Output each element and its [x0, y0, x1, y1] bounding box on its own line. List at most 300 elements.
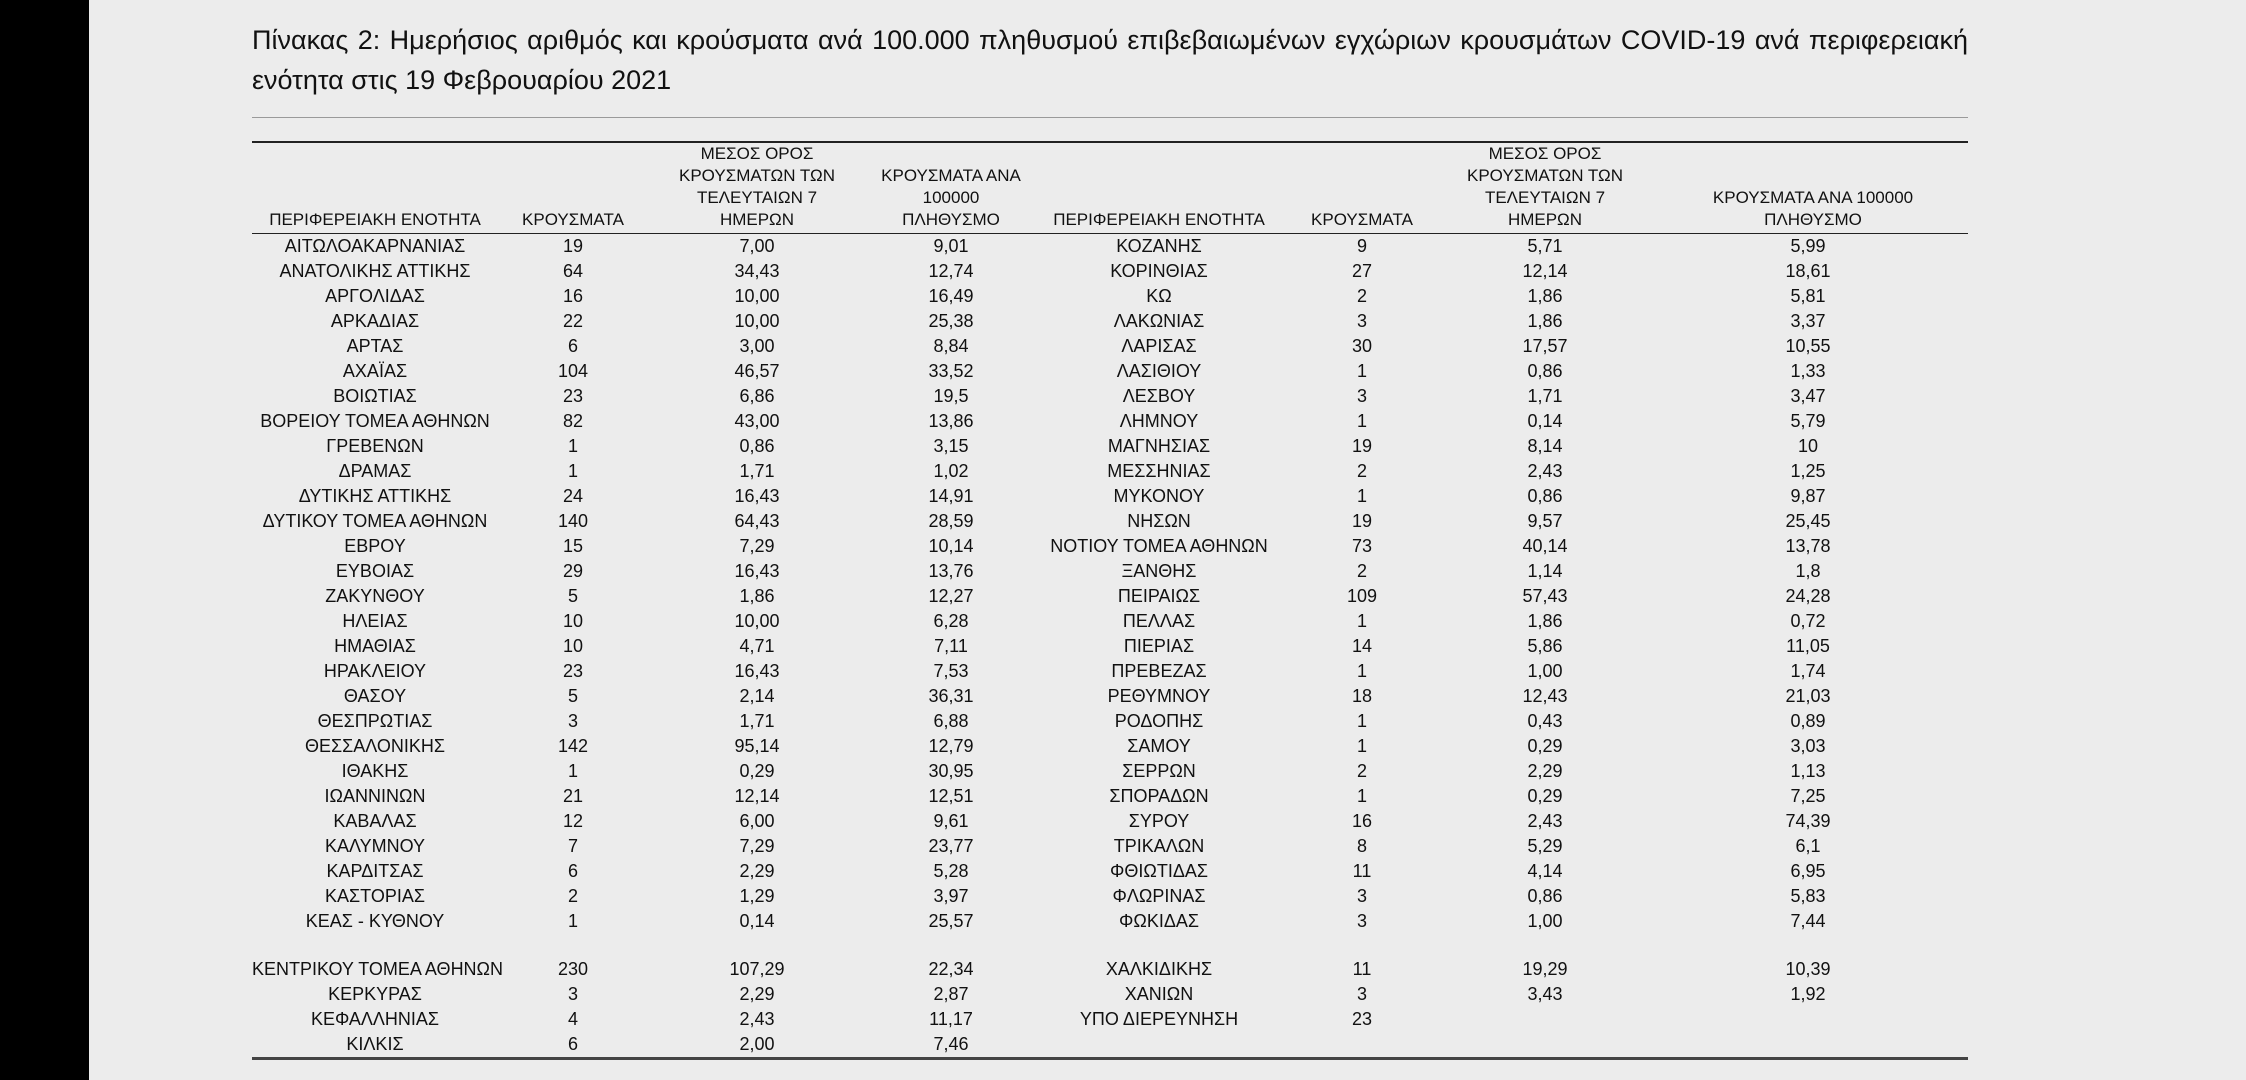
table-cell: 3,97 [933, 886, 969, 906]
column-header-right-1: ΠΕΡΙΦΕΡΕΙΑΚΗ ΕΝΟΤΗΤΑ [1053, 210, 1265, 229]
table-cell: 7 [567, 836, 578, 856]
table-cell: ΚΩ [1146, 286, 1172, 306]
table-cell: 2 [1356, 461, 1367, 481]
table-row [252, 259, 1968, 284]
table-cell: 12,14 [734, 786, 780, 806]
table-cell: 34,43 [734, 261, 780, 281]
table-cell: ΚΑΡΔΙΤΣΑΣ [326, 861, 424, 881]
table-header [252, 143, 1968, 234]
table-cell: ΛΑΡΙΣΑΣ [1121, 336, 1197, 356]
table-cell: 9,57 [1527, 511, 1563, 531]
table-cell [1442, 1007, 1648, 1032]
table-cell: 9,01 [933, 236, 969, 256]
table-row [252, 1032, 1968, 1057]
table-cell [1036, 1032, 1282, 1057]
table-cell: 1,00 [1527, 661, 1563, 681]
table-body [252, 234, 1968, 1058]
table-cell: ΖΑΚΥΝΘΟΥ [325, 586, 425, 606]
table-cell: ΒΟΙΩΤΙΑΣ [333, 386, 417, 406]
table-cell: ΗΡΑΚΛΕΙΟΥ [323, 661, 427, 681]
table-row [252, 684, 1968, 709]
table-cell: ΚΕΦΑΛΛΗΝΙΑΣ [310, 1009, 440, 1029]
table-cell: ΡΟΔΟΠΗΣ [1114, 711, 1204, 731]
table-cell: 3 [1356, 311, 1367, 331]
table-cell: 1,25 [1790, 461, 1826, 481]
table-cell: 1,14 [1527, 561, 1563, 581]
table-cell: 7,53 [933, 661, 969, 681]
table-cell: 8,84 [933, 336, 969, 356]
table-cell: 12 [562, 811, 584, 831]
table-row [252, 859, 1968, 884]
table-cell: 46,57 [734, 361, 780, 381]
table-cell: 33,52 [928, 361, 974, 381]
table-cell: ΑΡΤΑΣ [346, 336, 404, 356]
table-row [252, 384, 1968, 409]
table-row [252, 284, 1968, 309]
spacer-cell [252, 934, 498, 957]
table-cell: 13,86 [928, 411, 974, 431]
table-cell: 0,89 [1790, 711, 1826, 731]
table-row [252, 434, 1968, 459]
table-cell: ΣΑΜΟΥ [1127, 736, 1191, 756]
table-cell: ΕΥΒΟΙΑΣ [335, 561, 415, 581]
table-cell: 0,72 [1790, 611, 1826, 631]
column-header-right-2: ΚΡΟΥΣΜΑΤΑ [1311, 210, 1413, 229]
table-cell: 3,43 [1527, 984, 1563, 1004]
table-cell: 3 [1356, 911, 1367, 931]
table-cell: 18,61 [1785, 261, 1831, 281]
table-cell: ΑΡΓΟΛΙΔΑΣ [325, 286, 425, 306]
table-cell: ΔΡΑΜΑΣ [338, 461, 412, 481]
table-cell: 10,39 [1785, 959, 1831, 979]
table-cell: 2,29 [739, 861, 775, 881]
table-cell: 17,57 [1522, 336, 1568, 356]
table-cell: ΘΕΣΠΡΩΤΙΑΣ [317, 711, 433, 731]
table-cell: 3 [567, 711, 578, 731]
table-cell: ΦΘΙΩΤΙΔΑΣ [1110, 861, 1208, 881]
table-cell: 82 [562, 411, 584, 431]
table-cell: ΠΙΕΡΙΑΣ [1123, 636, 1195, 656]
table-cell: 64 [562, 261, 584, 281]
table-cell: 2,29 [1527, 761, 1563, 781]
table-cell: 95,14 [734, 736, 780, 756]
table-cell: ΛΕΣΒΟΥ [1122, 386, 1196, 406]
table-cell: ΗΛΕΙΑΣ [342, 611, 408, 631]
table-cell: ΜΑΓΝΗΣΙΑΣ [1107, 436, 1211, 456]
table-cell: ΗΜΑΘΙΑΣ [334, 636, 416, 656]
table-cell: 2 [567, 886, 578, 906]
spacer-cell [1036, 934, 1282, 957]
table-cell: 1,71 [1527, 386, 1563, 406]
table-cell: 7,11 [934, 636, 968, 656]
table-cell: ΦΛΩΡΙΝΑΣ [1112, 886, 1206, 906]
table-cell: 9,61 [933, 811, 969, 831]
table-cell: 12,43 [1522, 686, 1568, 706]
table-cell: 16,43 [734, 661, 780, 681]
table-row [252, 359, 1968, 384]
table-cell: 12,51 [928, 786, 974, 806]
table-cell: 3,15 [933, 436, 969, 456]
table-cell: 4,71 [739, 636, 775, 656]
table-cell: 5,86 [1527, 636, 1563, 656]
table-row [252, 884, 1968, 909]
spacer-cell [1648, 934, 1968, 957]
table-cell: 16 [562, 286, 584, 306]
column-header-right-4: ΚΡΟΥΣΜΑΤΑ ΑΝΑ 100000 ΠΛΗΘΥΣΜΟ [1712, 188, 1914, 229]
table-cell: 1 [1356, 786, 1367, 806]
table-row [252, 309, 1968, 334]
table-cell: 109 [1346, 586, 1378, 606]
table-cell: ΛΑΣΙΘΙΟΥ [1116, 361, 1202, 381]
table-cell: 2,43 [1527, 811, 1563, 831]
table-cell: 43,00 [734, 411, 780, 431]
table-cell: 0,43 [1527, 711, 1563, 731]
table-cell: 1,71 [739, 711, 775, 731]
table-cell: 12,14 [1522, 261, 1568, 281]
table-cell: 0,86 [739, 436, 775, 456]
table-cell: ΠΕΛΛΑΣ [1122, 611, 1196, 631]
table-cell: 0,29 [1527, 786, 1563, 806]
table-row [252, 409, 1968, 434]
table-cell: 7,29 [739, 536, 775, 556]
table-cell: 10,00 [734, 286, 780, 306]
table-cell: 1,92 [1790, 984, 1826, 1004]
table-cell: 19 [562, 236, 584, 256]
table-cell: ΧΑΝΙΩΝ [1124, 984, 1194, 1004]
table-cell: ΣΠΟΡΑΔΩΝ [1109, 786, 1209, 806]
table-cell: 11,05 [1786, 636, 1830, 656]
table-cell: ΒΟΡΕΙΟΥ ΤΟΜΕΑ ΑΘΗΝΩΝ [260, 411, 490, 431]
table-cell: 5,71 [1527, 236, 1563, 256]
table-cell: 16 [1351, 811, 1373, 831]
document-content [252, 20, 1968, 1060]
table-cell: 21,03 [1785, 686, 1831, 706]
table-cell: 6 [567, 1034, 578, 1054]
table-cell: 1 [567, 461, 578, 481]
table-cell: 25,45 [1785, 511, 1831, 531]
table-cell: ΡΕΘΥΜΝΟΥ [1107, 686, 1211, 706]
table-cell: 5,83 [1790, 886, 1826, 906]
header-row [252, 143, 1968, 234]
table-cell: 1,13 [1790, 761, 1826, 781]
table-cell: 5 [567, 586, 578, 606]
column-header-left-2: ΚΡΟΥΣΜΑΤΑ [522, 210, 624, 229]
table-cell: 19,5 [933, 386, 969, 406]
table-cell: ΘΕΣΣΑΛΟΝΙΚΗΣ [304, 736, 446, 756]
table-bottom-rule [252, 1057, 1968, 1060]
covid-cases-table [252, 143, 1968, 1057]
table-cell: 23 [1351, 1009, 1373, 1029]
table-cell: 1,74 [1790, 661, 1826, 681]
table-cell: 2 [1356, 286, 1367, 306]
table-cell: 1,71 [739, 461, 775, 481]
table-cell: 6,28 [933, 611, 969, 631]
table-cell: ΣΕΡΡΩΝ [1122, 761, 1196, 781]
table-cell: 2,43 [739, 1009, 775, 1029]
table-cell: ΑΡΚΑΔΙΑΣ [330, 311, 420, 331]
table-row [252, 759, 1968, 784]
table-cell: ΛΗΜΝΟΥ [1119, 411, 1199, 431]
table-row [252, 509, 1968, 534]
table-cell: ΝΟΤΙΟΥ ΤΟΜΕΑ ΑΘΗΝΩΝ [1050, 536, 1268, 556]
table-cell: 0,86 [1527, 361, 1563, 381]
table-cell: 28,59 [928, 511, 974, 531]
table-cell: 5,99 [1790, 236, 1826, 256]
table-cell: 10 [1797, 436, 1819, 456]
table-cell: ΦΩΚΙΔΑΣ [1119, 911, 1199, 931]
table-cell: 23 [562, 661, 584, 681]
table-cell: ΠΕΙΡΑΙΩΣ [1117, 586, 1201, 606]
table-cell: 7,29 [739, 836, 775, 856]
table-cell: 3 [1356, 886, 1367, 906]
table-cell: ΜΥΚΟΝΟΥ [1113, 486, 1205, 506]
spacer-cell [648, 934, 866, 957]
table-cell: 0,29 [1527, 736, 1563, 756]
table-cell: 2 [1356, 761, 1367, 781]
table-cell: 7,46 [933, 1034, 969, 1054]
table-row [252, 809, 1968, 834]
table-cell: ΠΡΕΒΕΖΑΣ [1111, 661, 1207, 681]
table-row [252, 559, 1968, 584]
table-cell: 9 [1356, 236, 1367, 256]
table-cell: 3,37 [1790, 311, 1826, 331]
table-cell: 6 [567, 861, 578, 881]
table-row [252, 459, 1968, 484]
table-cell: 15 [562, 536, 584, 556]
table-cell: ΔΥΤΙΚΟΥ ΤΟΜΕΑ ΑΘΗΝΩΝ [262, 511, 488, 531]
table-cell: 3 [567, 984, 578, 1004]
table-cell: 1,86 [739, 586, 775, 606]
table-row [252, 982, 1968, 1007]
table-cell: 6,88 [933, 711, 969, 731]
table-cell: ΧΑΛΚΙΔΙΚΗΣ [1105, 959, 1213, 979]
table-cell: 14 [1351, 636, 1373, 656]
table-cell: 2 [1356, 561, 1367, 581]
caption-divider [252, 117, 1968, 118]
column-header-right-3: ΜΕΣΟΣ ΟΡΟΣ ΚΡΟΥΣΜΑΤΩΝ ΤΩΝ ΤΕΛΕΥΤΑΙΩΝ 7 ΗΜΕΡΩΝ [1467, 144, 1623, 229]
table-row [252, 609, 1968, 634]
table-row [252, 659, 1968, 684]
table-cell: 2,00 [739, 1034, 775, 1054]
table-cell: 7,44 [1790, 911, 1826, 931]
table-cell: 3,03 [1790, 736, 1826, 756]
table-cell: 1 [567, 436, 578, 456]
table-row [252, 784, 1968, 809]
table-row [252, 334, 1968, 359]
table-cell: 16,43 [734, 561, 780, 581]
table-cell: 10 [562, 636, 584, 656]
table-cell: 3 [1356, 386, 1367, 406]
table-cell: 27 [1351, 261, 1373, 281]
table-cell: 8 [1356, 836, 1367, 856]
table-cell: ΙΘΑΚΗΣ [341, 761, 409, 781]
table-cell: 1,00 [1527, 911, 1563, 931]
table-caption: Πίνακας 2: Ημερήσιος αριθμός και κρούσματα ανά 100.000 πληθυσμού επιβεβαιωμένων εγχώριων κρουσμάτων COVID-19 ανά περιφερειακή ενότητα στις 19 Φεβρουαρίου 2021 [252, 25, 1968, 95]
table-cell: 2,29 [739, 984, 775, 1004]
table-cell: 4,14 [1527, 861, 1563, 881]
table-cell: 25,38 [928, 311, 974, 331]
table-cell: ΚΑΣΤΟΡΙΑΣ [325, 886, 425, 906]
table-cell: 74,39 [1785, 811, 1831, 831]
table-row [252, 584, 1968, 609]
table-cell [1648, 1007, 1968, 1032]
table-cell: 30,95 [928, 761, 974, 781]
table-cell: 1,86 [1527, 611, 1563, 631]
table-row [252, 484, 1968, 509]
table-row [252, 634, 1968, 659]
table-row [252, 957, 1968, 982]
table-cell: ΑΧΑΪΑΣ [342, 361, 408, 381]
table-row [252, 909, 1968, 934]
table-cell: 10,14 [928, 536, 974, 556]
table-cell: 13,76 [928, 561, 974, 581]
table-cell: 142 [557, 736, 589, 756]
table-row [252, 234, 1968, 260]
table-cell: 1 [1356, 486, 1367, 506]
table-cell: ΝΗΣΩΝ [1127, 511, 1191, 531]
table-cell: 25,57 [928, 911, 974, 931]
table-cell: ΚΕΡΚΥΡΑΣ [328, 984, 422, 1004]
table-cell: 1 [567, 911, 578, 931]
table-cell: 3 [1356, 984, 1367, 1004]
table-cell: 1 [1356, 411, 1367, 431]
spacer-cell [866, 934, 1036, 957]
table-cell [1282, 1032, 1442, 1057]
table-cell: 2,43 [1527, 461, 1563, 481]
table-cell: ΕΒΡΟΥ [344, 536, 406, 556]
table-cell [1648, 1032, 1968, 1057]
table-cell: 1,02 [933, 461, 969, 481]
table-cell: 64,43 [734, 511, 780, 531]
table-cell: 10 [562, 611, 584, 631]
table-cell: ΚΑΛΥΜΝΟΥ [324, 836, 426, 856]
table-cell: ΑΝΑΤΟΛΙΚΗΣ ΑΤΤΙΚΗΣ [279, 261, 471, 281]
table-cell: 3,47 [1790, 386, 1826, 406]
table-cell: ΚΑΒΑΛΑΣ [333, 811, 417, 831]
table-cell: 73 [1351, 536, 1373, 556]
table-cell: 18 [1351, 686, 1373, 706]
table-cell: 1,8 [1795, 561, 1821, 581]
table-cell: 19 [1351, 511, 1373, 531]
table-cell: 30 [1351, 336, 1373, 356]
table-cell: ΣΥΡΟΥ [1128, 811, 1190, 831]
table-cell: ΑΙΤΩΛΟΑΚΑΡΝΑΝΙΑΣ [284, 236, 466, 256]
table-cell: 21 [562, 786, 584, 806]
table-cell: 1,86 [1527, 286, 1563, 306]
table-cell: ΞΑΝΘΗΣ [1121, 561, 1197, 581]
table-cell: 6 [567, 336, 578, 356]
table-cell: 3,00 [739, 336, 775, 356]
table-cell: 36,31 [928, 686, 974, 706]
table-cell: 6,1 [1795, 836, 1821, 856]
table-row [252, 834, 1968, 859]
table-cell: ΚΕΝΤΡΙΚΟΥ ΤΟΜΕΑ ΑΘΗΝΩΝ [252, 959, 504, 979]
table-cell: 11 [1352, 959, 1372, 979]
table-cell: 11 [1352, 861, 1372, 881]
table-spacer-row [252, 934, 1968, 957]
table-cell: 6,00 [739, 811, 775, 831]
spacer-cell [498, 934, 648, 957]
table-cell: 230 [557, 959, 589, 979]
table-cell: 57,43 [1522, 586, 1568, 606]
table-cell: 13,78 [1785, 536, 1831, 556]
spacer-cell [1442, 934, 1648, 957]
table-row [252, 734, 1968, 759]
table-cell: 1,33 [1790, 361, 1826, 381]
column-header-left-4: ΚΡΟΥΣΜΑΤΑ ΑΝΑ 100000 ΠΛΗΘΥΣΜΟ [881, 166, 1021, 229]
table-cell: 4 [567, 1009, 578, 1029]
table-cell: 1 [1356, 661, 1367, 681]
table-cell: ΘΑΣΟΥ [343, 686, 407, 706]
table-cell: 10,00 [734, 311, 780, 331]
table-cell: 6,86 [739, 386, 775, 406]
table-cell: 1 [1356, 711, 1367, 731]
table-cell: 7,00 [739, 236, 775, 256]
table-cell: 5,29 [1527, 836, 1563, 856]
table-cell: 12,27 [928, 586, 974, 606]
table-cell: ΤΡΙΚΑΛΩΝ [1113, 836, 1205, 856]
table-cell: ΔΥΤΙΚΗΣ ΑΤΤΙΚΗΣ [298, 486, 452, 506]
table-cell: 1,29 [739, 886, 775, 906]
table-cell: 5,28 [933, 861, 969, 881]
table-cell: 12,79 [928, 736, 974, 756]
table-cell: 1 [1356, 361, 1367, 381]
table-cell [1442, 1032, 1648, 1057]
column-header-left-3: ΜΕΣΟΣ ΟΡΟΣ ΚΡΟΥΣΜΑΤΩΝ ΤΩΝ ΤΕΛΕΥΤΑΙΩΝ 7 ΗΜΕΡΩΝ [679, 144, 835, 229]
table-cell: ΓΡΕΒΕΝΩΝ [326, 436, 424, 456]
table-row [252, 1007, 1968, 1032]
table-cell: 29 [562, 561, 584, 581]
table-cell: 1,86 [1527, 311, 1563, 331]
table-cell: 23 [562, 386, 584, 406]
table-cell: 0,86 [1527, 486, 1563, 506]
table-cell: ΚΟΖΑΝΗΣ [1116, 236, 1202, 256]
table-cell: 12,74 [928, 261, 974, 281]
column-header-left-1: ΠΕΡΙΦΕΡΕΙΑΚΗ ΕΝΟΤΗΤΑ [269, 210, 481, 229]
table-cell: ΜΕΣΣΗΝΙΑΣ [1107, 461, 1211, 481]
table-row [252, 534, 1968, 559]
table-cell: ΙΩΑΝΝΙΝΩΝ [324, 786, 426, 806]
table-cell: ΚΙΛΚΙΣ [346, 1034, 404, 1054]
table-cell: 5,81 [1790, 286, 1826, 306]
table-cell: 40,14 [1522, 536, 1568, 556]
table-cell: ΛΑΚΩΝΙΑΣ [1113, 311, 1205, 331]
table-cell: 14,91 [928, 486, 974, 506]
spacer-cell [1282, 934, 1442, 957]
table-cell: 9,87 [1790, 486, 1826, 506]
document-page [89, 0, 2246, 1080]
table-cell: ΥΠΟ ΔΙΕΡΕΥΝΗΣΗ [1079, 1009, 1239, 1029]
table-cell: 140 [557, 511, 589, 531]
table-cell: ΚΕΑΣ - ΚΥΘΝΟΥ [305, 911, 445, 931]
table-cell: 1 [1356, 611, 1367, 631]
table-cell: 8,14 [1527, 436, 1563, 456]
table-cell: 0,86 [1527, 886, 1563, 906]
table-cell: 1 [567, 761, 578, 781]
table-cell: 10,00 [734, 611, 780, 631]
table-cell: 7,25 [1790, 786, 1826, 806]
table-cell: 19,29 [1522, 959, 1568, 979]
table-cell: 0,14 [1527, 411, 1563, 431]
table-cell: 22,34 [928, 959, 974, 979]
table-cell: 11,17 [929, 1009, 973, 1029]
table-cell: 6,95 [1790, 861, 1826, 881]
table-cell: ΚΟΡΙΝΘΙΑΣ [1110, 261, 1208, 281]
table-cell: 107,29 [729, 959, 785, 979]
table-cell: 0,29 [739, 761, 775, 781]
table-cell: 2,87 [933, 984, 969, 1004]
table-cell: 5,79 [1790, 411, 1826, 431]
